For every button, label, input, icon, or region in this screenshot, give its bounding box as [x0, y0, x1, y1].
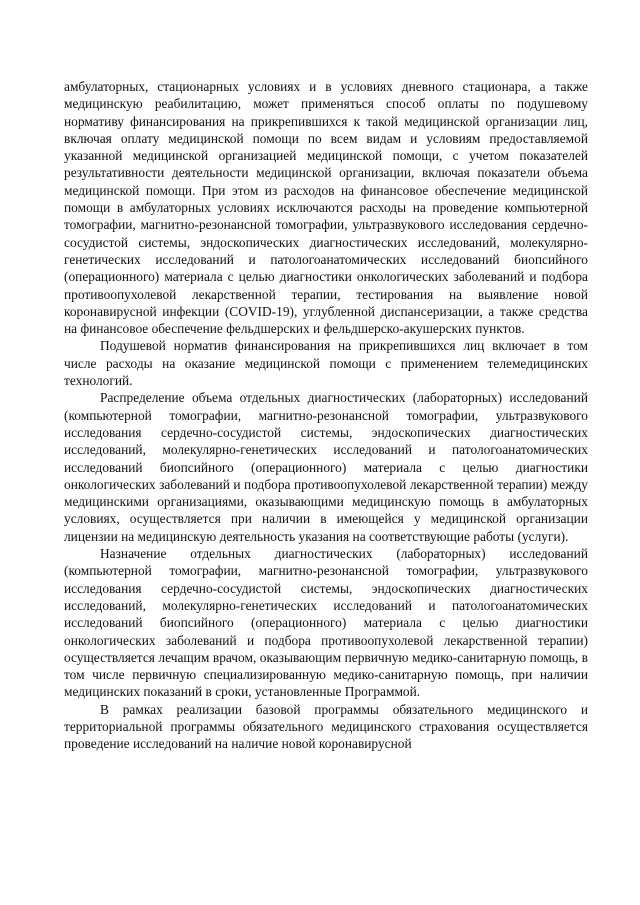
paragraph-per-capita-standard: Подушевой норматив финансирования на прикрепившихся лиц включает в том числе расходы на оказание медицинской помощи с применением телемедицинских технологий.: [64, 338, 588, 389]
paragraph-volume-distribution: Распределение объема отдельных диагностических (лабораторных) исследований (компьютерной томографии, магнитно-резонансной томографии, ультразвукового исследования сердечно-сосудистой системы, эндоскопических диагностических исследований, молекулярно-генетических исследований и патологоанатомических исследований биопсийного (операционного) материала с целью диагностики онкологических заболеваний и подбора противоопухолевой лекарственной терапии) между медицинскими организациями, оказывающими медицинскую помощь в амбулаторных условиях, осуществляется при наличии в имеющейся у медицинской организации лицензии на медицинскую деятельность указания на соответствующие работы (услуги).: [64, 390, 588, 544]
paragraph-covid-testing: В рамках реализации базовой программы обязательного медицинского и территориальной программы обязательного медицинского страхования осуществляется проведение исследований на наличие новой коронавирусной: [64, 701, 588, 752]
document-page: [64, 78, 588, 753]
paragraph-assignment-of-studies: Назначение отдельных диагностических (лабораторных) исследований (компьютерной томографии, магнитно-резонансной томографии, ультразвукового исследования сердечно-сосудистой системы, эндоскопических диагностических исследований, молекулярно-генетических исследований и патологоанатомических исследований биопсийного (операционного) материала с целью диагностики онкологических заболеваний и подбора противоопухолевой лекарственной терапии) осуществляется лечащим врачом, оказывающим первичную медико-санитарную помощь, в том числе первичную специализированную медико-санитарную помощь, при наличии медицинских показаний в сроки, установленные Программой.: [64, 546, 588, 700]
paragraph-payment-method: амбулаторных, стационарных условиях и в условиях дневного стационара, а также медицинскую реабилитацию, может применяться способ оплаты по подушевому нормативу финансирования на прикрепившихся к такой медицинской организации лиц, включая оплату медицинской помощи по всем видам и условиям предоставляемой указанной медицинской организацией медицинской помощи, с учетом показателей результативности деятельности медицинской организации, включая показатели объема медицинской помощи. При этом из расходов на финансовое обеспечение медицинской помощи в амбулаторных условиях исключаются расходы на проведение компьютерной томографии, магнитно-резонансной томографии, ультразвукового исследования сердечно-сосудистой системы, эндоскопических диагностических исследований, молекулярно-генетических исследований и патологоанатомических исследований биопсийного (операционного) материала с целью диагностики онкологических заболеваний и подбора противоопухолевой лекарственной терапии, тестирования на выявление новой коронавирусной инфекции (COVID-19), углубленной диспансеризации, а также средства на финансовое обеспечение фельдшерских и фельдшерско-акушерских пунктов.: [64, 79, 588, 337]
